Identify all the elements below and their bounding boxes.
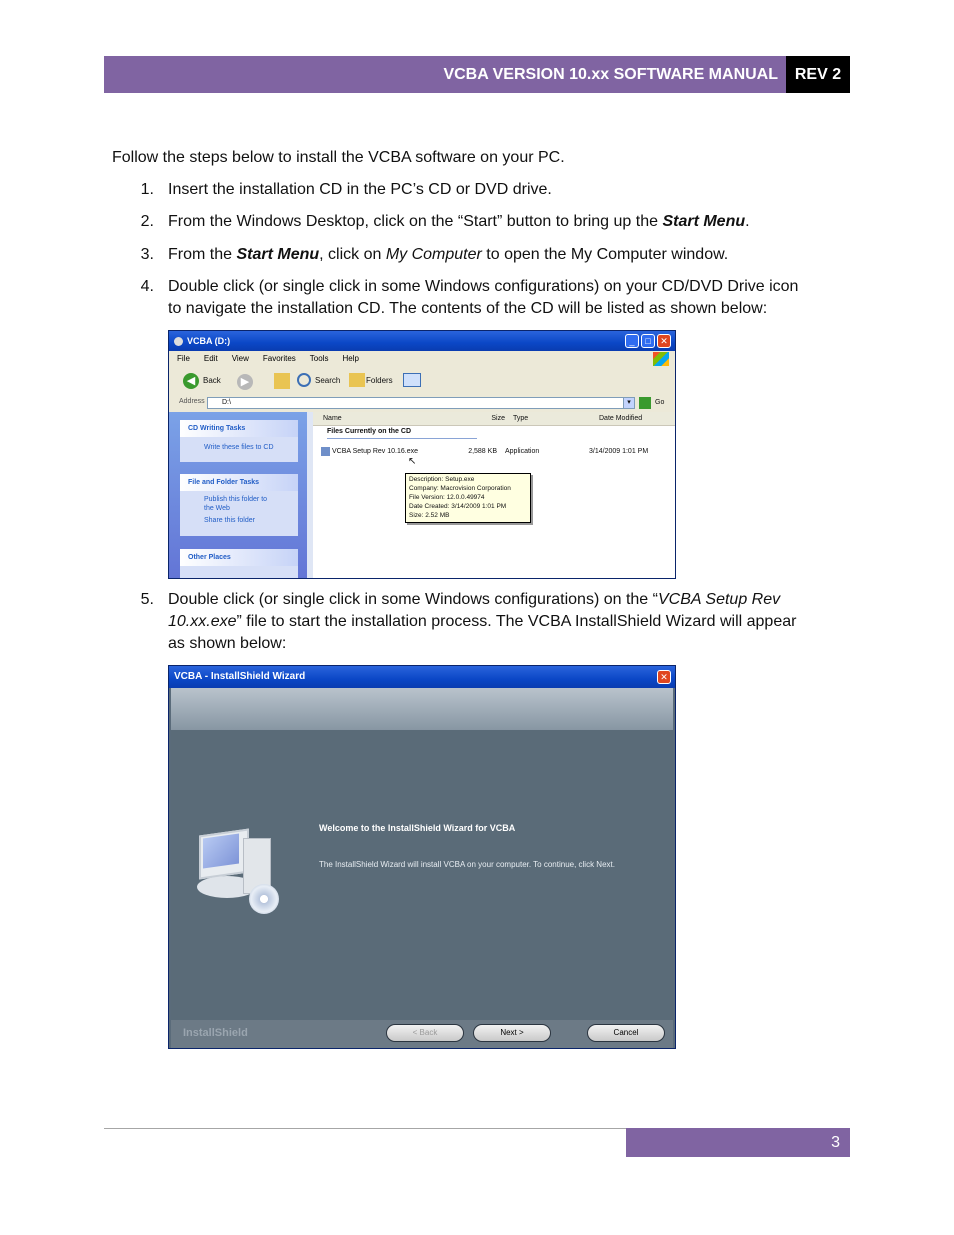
mouse-cursor-icon: ↖	[408, 456, 417, 467]
share-folder-link[interactable]: Share this folder	[204, 517, 255, 524]
publish-folder-link-2[interactable]: the Web	[204, 505, 230, 512]
back-label[interactable]: Back	[203, 376, 221, 385]
step-2-text: From the Windows Desktop, click on the “Start” button to bring up the Start Menu.	[168, 213, 750, 230]
wizard-cancel-button[interactable]: Cancel	[587, 1024, 665, 1042]
menu-file[interactable]: File	[177, 354, 190, 363]
address-bar	[169, 395, 675, 411]
step-2-number: 2.	[140, 213, 154, 230]
other-places-title[interactable]: Other Places	[180, 549, 298, 566]
step-4-text: Double click (or single click in some Windows configurations) on your CD/DVD Drive icon to navigate the installation CD. The contents of the CD will be listed as shown below:	[168, 278, 799, 317]
cd-writing-tasks-box	[180, 420, 298, 462]
column-size[interactable]: Size	[447, 412, 509, 426]
search-icon[interactable]	[297, 373, 311, 387]
address-label: Address	[179, 398, 205, 405]
forward-arrow-icon[interactable]: ▶	[237, 374, 253, 390]
file-type: Application	[505, 448, 540, 455]
menu-edit[interactable]: Edit	[203, 354, 218, 363]
menu-view[interactable]: View	[231, 354, 249, 363]
wizard-close-button[interactable]: ✕	[657, 670, 671, 684]
cd-writing-tasks-title[interactable]: CD Writing Tasks	[180, 420, 298, 437]
wizard-welcome: Welcome to the InstallShield Wizard for VCBA	[319, 823, 516, 833]
installshield-screenshot	[168, 665, 676, 1049]
close-button[interactable]: ✕	[657, 334, 671, 348]
write-files-link[interactable]: Write these files to CD	[204, 444, 274, 451]
tooltip-size: Size: 2.52 MB	[409, 512, 450, 519]
folders-icon[interactable]	[349, 373, 365, 387]
wizard-back-button[interactable]: < Back	[386, 1024, 464, 1042]
step-3-text: From the Start Menu, click on My Computer to open the My Computer window.	[168, 246, 729, 263]
intro-text: Follow the steps below to install the VCBA software on your PC.	[112, 149, 565, 166]
wizard-next-button[interactable]: Next >	[473, 1024, 551, 1042]
column-date[interactable]: Date Modified	[595, 412, 676, 426]
explorer-titlebar	[169, 331, 675, 351]
step-5-number: 5.	[140, 591, 154, 608]
wizard-title: VCBA - InstallShield Wizard	[174, 671, 306, 682]
up-folder-icon[interactable]	[274, 373, 290, 389]
wizard-titlebar	[169, 666, 675, 688]
menu-help[interactable]: Help	[342, 354, 359, 363]
step-1-number: 1.	[140, 181, 154, 198]
step-4-number: 4.	[140, 278, 154, 295]
tooltip-description: Description: Setup.exe	[409, 476, 475, 483]
go-label[interactable]: Go	[655, 399, 665, 406]
task-pane	[169, 412, 309, 578]
installshield-brand: InstallShield	[183, 1027, 248, 1039]
file-tooltip	[405, 473, 531, 523]
tooltip-version: File Version: 12.0.0.49974	[409, 494, 485, 501]
column-name[interactable]: Name	[313, 412, 447, 426]
menu-tools[interactable]: Tools	[309, 354, 329, 363]
header-rev: REV 2	[786, 56, 850, 93]
wizard-body: The InstallShield Wizard will install VCBA on your computer. To continue, click Next.	[319, 860, 615, 869]
maximize-button[interactable]: □	[641, 334, 655, 348]
computer-icon	[193, 826, 281, 918]
group-divider	[327, 438, 477, 439]
minimize-button[interactable]: _	[625, 334, 639, 348]
chevron-down-icon[interactable]: ▾	[623, 397, 635, 409]
file-folder-tasks-box	[180, 474, 298, 536]
menu-favorites[interactable]: Favorites	[262, 354, 296, 363]
other-places-box	[180, 549, 298, 579]
explorer-screenshot	[168, 330, 676, 579]
explorer-title: VCBA (D:)	[187, 336, 231, 346]
search-label[interactable]: Search	[315, 376, 341, 385]
publish-folder-link[interactable]: Publish this folder to	[204, 496, 268, 503]
folders-label[interactable]: Folders	[366, 376, 393, 385]
menu-bar	[169, 351, 675, 367]
go-arrow-icon[interactable]	[639, 397, 651, 409]
file-folder-tasks-title[interactable]: File and Folder Tasks	[180, 474, 298, 491]
wizard-banner	[171, 688, 673, 730]
toolbar	[169, 368, 675, 394]
file-size: 2,588 KB	[468, 448, 497, 455]
tooltip-company: Company: Macrovision Corporation	[409, 485, 511, 492]
column-type[interactable]: Type	[509, 412, 595, 426]
file-list	[313, 412, 675, 578]
views-icon[interactable]	[403, 373, 421, 387]
header-title: VCBA VERSION 10.xx SOFTWARE MANUAL	[443, 66, 778, 83]
step-1-text: Insert the installation CD in the PC’s CD or DVD drive.	[168, 181, 552, 198]
setup-exe-icon	[321, 447, 330, 456]
step-5-text: Double click (or single click in some Windows configurations) on the “VCBA Setup Rev 10.xx.exe” file to start the installation process. The VCBA InstallShield Wizard will appear as shown below:	[168, 591, 797, 652]
file-date: 3/14/2009 1:01 PM	[589, 448, 649, 455]
tooltip-date: Date Created: 3/14/2009 1:01 PM	[409, 503, 507, 510]
address-field[interactable]: D:\	[207, 397, 635, 409]
page-number: 3	[626, 1128, 850, 1157]
windows-logo-icon	[653, 352, 669, 366]
file-name[interactable]: VCBA Setup Rev 10.16.exe	[332, 448, 418, 455]
group-header: Files Currently on the CD	[327, 428, 412, 435]
step-3-number: 3.	[140, 246, 154, 263]
back-arrow-icon[interactable]: ◀	[183, 373, 199, 389]
cd-icon	[174, 337, 183, 346]
